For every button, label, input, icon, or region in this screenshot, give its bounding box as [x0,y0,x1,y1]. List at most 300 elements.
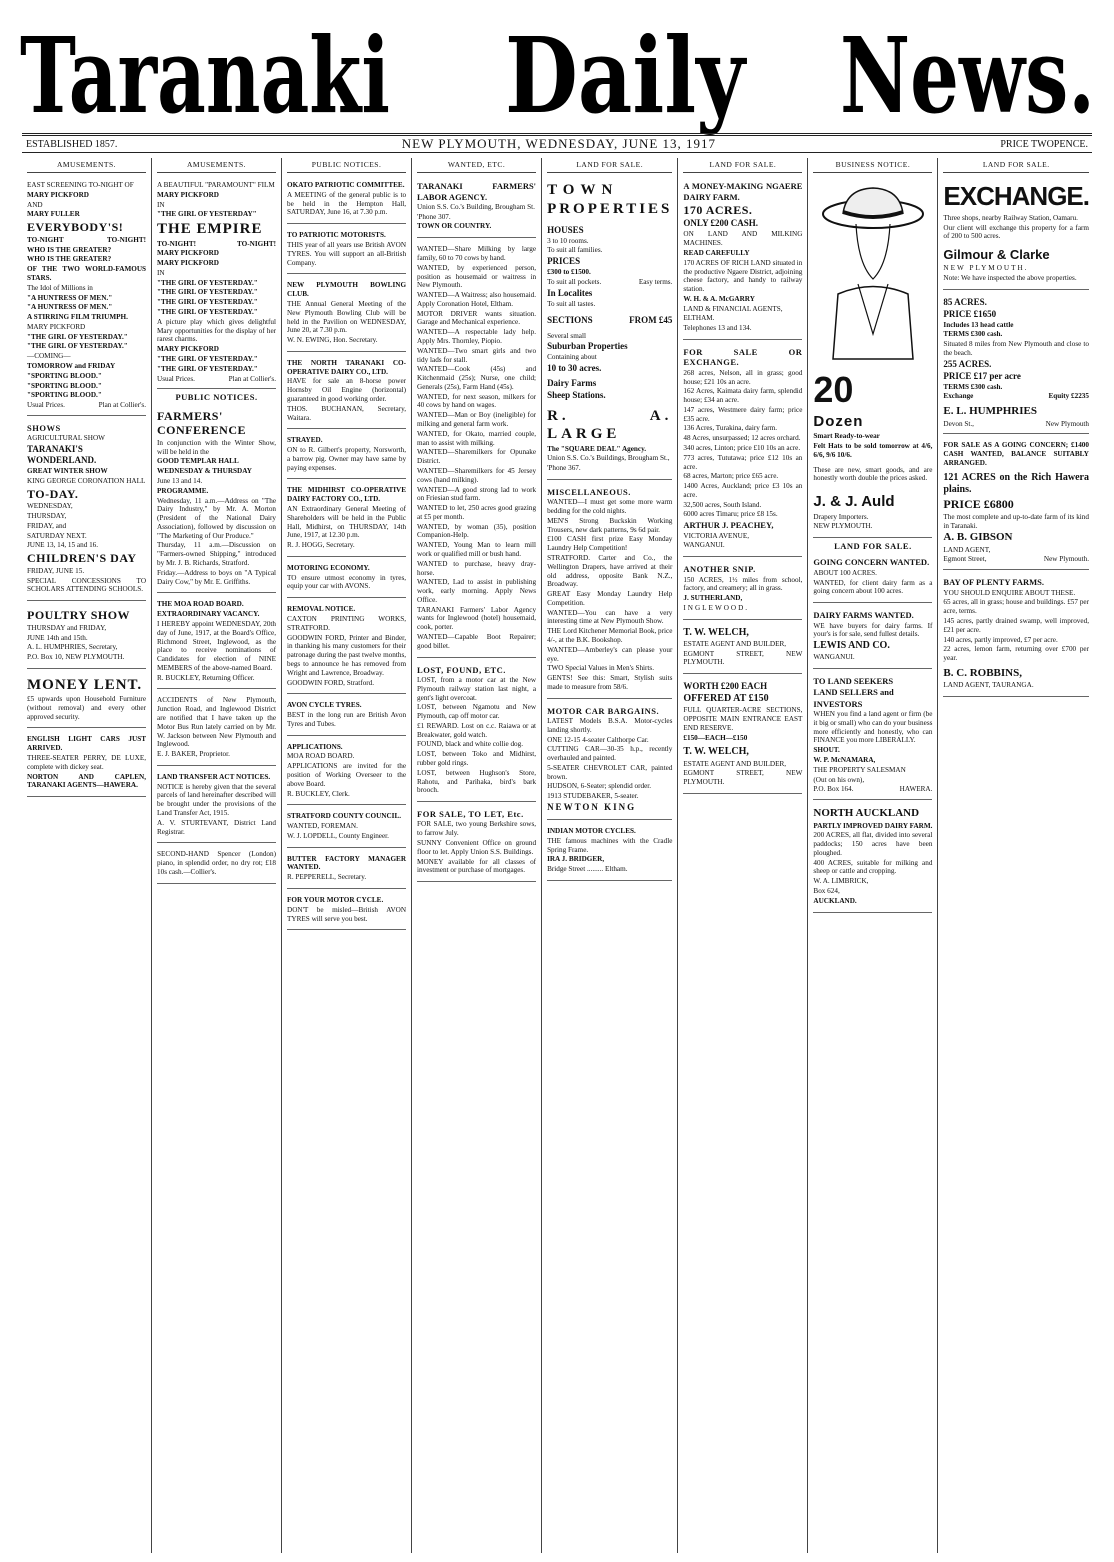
classified-item: WANTED, for Okato, married couple, man to assist with milking. [417,429,537,447]
ad-town-properties [547,177,672,480]
column-header: AMUSEMENTS. [27,158,146,173]
classified-item: WANTED—Cook (45s) and Kitchenmaid (25s); Nurse, one child; Generals (25s), Farm Hand (45s). [417,365,537,391]
ad-line: Union S.S. Co.'s Buildings, Brougham St., [547,454,670,463]
ad-line: To suit all pockets. [547,278,602,287]
ad-line: TERMS £300 cash. [943,382,1003,391]
ad-line: EGMONT STREET, NEW PLYMOUTH. [683,769,803,787]
ad-line: THURSDAY and FRIDAY, [27,623,107,632]
ad-body: ON to R. Gilbert's property, Norsworth, a barrow pig. Owner may have same by paying expenses. [287,446,407,472]
classified-item: CUTTING CAR—30-35 h.p., recently overhauled and painted. [547,745,673,763]
ad-removal-notice [287,601,406,694]
ad-body: AN Extraordinary General Meeting of Shareholders will be held in the Public Hall, Midhirst, on THURSDAY, 14th June, 1917, at 12.30 p.m. [287,505,407,540]
classified-item: WANTED, Young Man to learn mill work or qualified mill or bush hand. [417,541,537,558]
ad-line: MOTORING ECONOMY. [287,563,370,572]
newspaper-columns [22,158,1094,1553]
ad-line: JUNE 14th and 15th. [27,633,88,642]
ad-line: MOA ROAD BOARD. [287,752,355,761]
ad-row [27,401,146,410]
ad-line: OKATO PATRIOTIC COMMITTEE. [287,181,405,190]
classified-item: ONE 12-15 4-seater Calthorpe Car. [547,735,649,744]
column-8 [938,158,1094,1553]
ad-headline: PROPERTIES [547,201,673,218]
ad-line: EAST SCREENING TO-NIGHT OF [27,181,134,190]
ad-line: IRA J. BRIDGER, [547,855,605,864]
classified-item: WANTED—Amberley's can please your eye. [547,645,673,663]
ad-line: Plan at Collier's. [98,401,147,410]
ad-line: WHO IS THE GREATER? [27,245,112,254]
ad-line: AND [27,200,43,209]
ad-line: In conjunction with the Winter Show, will be held in the [157,438,277,456]
ad-line: AUCKLAND. [813,896,857,905]
ad-line: MARY PICKFORD [157,259,219,268]
ad-moa-road-board [157,596,276,689]
ad-avon-cycle-tyres [287,697,406,735]
ad-line: LAND TRANSFER ACT NOTICES. [157,772,271,781]
classified-item: 1400 Acres, Auckland; price £3 10s an acre. [683,482,803,499]
ad-body: Thursday, 11 a.m.—Discussion on "Farmers-owned Shipping," introduced by Mr. J. B. Richards, Stratford. [157,541,277,568]
ad-line: AGRICULTURAL SHOW [27,434,105,443]
classified-item: 773 acres, Tututawa; price £12 10s an acre. [683,453,803,471]
ad-line: TO-NIGHT [27,235,64,244]
ad-line: J. SUTHERLAND, [683,594,743,603]
ad-line: WORTH £200 EACH [683,681,768,692]
section-header: PUBLIC NOTICES. [175,392,258,403]
ad-line: LAND AGENT, TAURANGA. [943,681,1034,690]
ad-line: "THE GIRL OF YESTERDAY." [157,298,258,307]
column-4 [412,158,542,1553]
classified-item: 6000 acres Timaru; price £8 15s. [683,510,778,519]
ad-line: ESTATE AGENT AND BUILDER, [683,639,787,648]
ad-line: "SPORTING BLOOD." [27,381,102,390]
ad-line: WHO IS THE GREATER? [27,255,112,264]
ad-body: TO ensure utmost economy in tyres, equip your car with AVONS. [287,573,407,591]
ad-line: R. BUCKLEY, Clerk. [287,789,350,798]
ad-line: LAND AGENT, [943,545,991,554]
classified-item: LOST, from a motor car at the New Plymouth railway station last night, a gent's light overcoat. [417,675,537,702]
ad-line: W. J. LOPDELL, County Engineer. [287,831,389,840]
ad-body: Three shops, nearby Railway Station, Oamaru. [943,213,1078,222]
classified-item: WANTED—Man or Boy (ineligible) for milking and general farm work. [417,411,537,429]
ad-line: ENGLISH LIGHT CARS JUST ARRIVED. [27,735,147,753]
ad-body: THIS year of all years use British AVON TYRES. You will support an all-British Company. [287,241,407,267]
ad-motor-car-bargains [547,702,672,820]
ad-headline: 255 ACRES. [943,358,992,369]
classified-item: WANTED—A Waitress; also housemaid. Apply Coronation Hotel, Eltham. [417,291,537,308]
ad-line: Exchange [943,392,974,401]
classified-item: WANTED, by experienced person, position as housemaid or waitress in New Plymouth. [417,263,537,290]
ad-line: TOWN OR COUNTRY. [417,222,492,231]
ad-line: AVON CYCLE TYRES. [287,701,362,710]
ad-mary-pickford-fuller [27,177,146,416]
section-header: ANOTHER SNIP. [683,564,756,575]
ad-line: MARY FULLER [27,210,80,219]
ad-line: FOR SALE AS A GOING CONCERN; £1400 CASH WANTED, BALANCE SUITABLY ARRANGED. [943,441,1089,467]
ad-headline: R. A. LARGE [547,407,673,443]
classified-item: WANTED—Sharemilkers for Opunake District. [417,448,537,466]
ad-headline: E. L. HUMPHRIES [943,405,1037,418]
ad-line: SPECIAL CONCESSIONS TO SCHOLARS ATTENDING SCHOOLS. [27,576,147,594]
section-header: FOR SALE, TO LET, Etc. [417,809,524,820]
ad-line: NEW PLYMOUTH BOWLING CLUB. [287,281,407,299]
ad-line: TO PATRIOTIC MOTORISTS. [287,231,386,240]
ad-line: E. J. BAKER, Proprietor. [157,750,230,759]
ad-body: ACCIDENTS of New Plymouth, Junction Road, and Inglewood District are notified that I have taken up the Motor Bus Run lately carried on by Mr. W. Jackson between New Plymouth and Inglewood. [157,696,277,749]
ad-line: June 13 and 14. [157,477,203,486]
ad-line: ARTHUR J. PEACHEY, [683,520,774,531]
classified-item: LATEST Models B.S.A. Motor-cycles landing shortly. [547,717,673,734]
ad-line: 10 to 30 acres. [547,363,602,374]
ad-line: W. P. McNAMARA, [813,756,876,765]
ad-line: PRICES [547,256,581,267]
ad-headline: PRICE £6800 [943,497,1014,512]
ad-headline: CHILDREN'S DAY [27,551,137,566]
ad-line: "THE GIRL OF YESTERDAY." [27,332,128,341]
classified-item: LOST, between Toko and Midhirst, rubber gold rings. [417,750,537,767]
ad-line: New Plymouth. [1043,555,1089,564]
ad-line: TOMORROW and FRIDAY [27,362,116,371]
ad-body: THREE-SEATER PERRY, DE LUXE, complete with dickey seat. [27,754,147,771]
ad-line: The most complete and up-to-date farm of its kind in Taranaki. [943,512,1089,530]
ad-line: NEWTON KING [547,802,637,813]
ad-line: Plan at Collier's. [228,374,277,383]
classified-item: FOR SALE, two young Berkshire sows, to farrow July. [417,820,537,838]
ad-piano [157,846,276,883]
ad-headline: OFFERED AT £150 [683,693,769,705]
masthead-word-taranaki: Taranaki [20,14,390,137]
ad-body: 150 ACRES, 1½ miles from school, factory, and creamery; all in grass. [683,575,803,593]
classified-item: WANTED—Sharemilkers for 45 Jersey cows (hand milking). [417,466,537,484]
ad-tw-welch-1 [683,623,802,675]
ad-bay-of-plenty [943,573,1089,697]
ad-line: VICTORIA AVENUE, [683,531,750,540]
ad-headline: Dozen [813,413,864,431]
ad-headline: 121 ACRES on the Rich Hawera plains. [943,471,1089,495]
ad-line: BUTTER FACTORY MANAGER WANTED. [287,854,407,872]
ad-body: I HEREBY appoint WEDNESDAY, 20th day of June, 1917, at the Board's Office, Richmond Street, Inglewood, as the place to receive nominations of Candidates for election of NINE MEMBERS of the above-named Board. [157,619,277,672]
ad-line: New Plymouth [1045,419,1089,428]
ad-line: Sheep Stations. [547,389,606,400]
classified-item: HUDSON, 6-Seater; splendid order. [547,782,652,791]
ad-line: W. A. LIMBRICK, [813,877,869,886]
ad-line: P.O. Box 10, NEW PLYMOUTH. [27,653,125,662]
classified-item: LOST, between Hughson's Store, Rahotu, and Parihaka, bird's bark brooch. [417,768,537,795]
classified-item: WANTED, by woman (35), position Companion-Help. [417,522,537,540]
ad-line: A. V. STURTEVANT, District Land Registrar. [157,818,277,836]
ad-line: A STIRRING FILM TRIUMPH. [27,313,128,322]
ad-line: 'Phone 367. [547,464,581,473]
ad-line: THE PROPERTY SALESMAN [813,765,906,774]
classified-item: THE Lord Kitchener Memorial Book, price 4/-, at the B.K. Bookshop. [547,627,673,644]
ad-headline: TOWN [547,182,619,199]
ad-line: "THE GIRL OF YESTERDAY." [157,278,258,287]
price-label: PRICE TWOPENCE. [1000,138,1088,150]
ad-for-sale-to-let [417,805,536,882]
ad-line: GOODWIN FORD, Stratford. [287,678,375,687]
ad-motor-cycle [287,892,406,930]
ad-line: "THE GIRL OF YESTERDAY." [157,288,258,297]
ad-okato-patriotic [287,177,406,224]
ad-north-auckland [813,803,932,912]
ad-headline: MONEY LENT. [27,676,143,693]
ad-line: A BEAUTIFUL "PARAMOUNT" FILM [157,181,275,190]
ad-line: NORTON AND CAPLEN, TARANAKI AGENTS—HAWERA. [27,772,147,790]
ad-body: THE Annual General Meeting of the New Plymouth Bowling Club will be held in the Pavilion on WEDNESDAY, June 20, at 7.30 p.m. [287,299,407,335]
ad-sale-or-exchange [683,343,802,557]
ad-row [943,555,1089,564]
ad-line: "THE GIRL OF YESTERDAY." [27,342,128,351]
ad-headline: T. W. WELCH, [683,626,749,638]
ad-line: FRIDAY, and [27,521,67,530]
classified-item: WANTED—You can have a very interesting time at New Plymouth Show. [547,608,673,626]
classified-item: 22 acres, lemon farm, returning over £700 per year. [943,645,1089,663]
ad-line: GREAT WINTER SHOW [27,467,108,476]
ad-wanted-list [417,241,536,657]
ad-line: Usual Prices. [157,374,195,383]
classified-item: MOTOR DRIVER wants situation. Garage and Mechanical experience. [417,309,537,327]
ad-line: THOS. BUCHANAN, Secretary, Waitara. [287,404,407,422]
ad-headline: TARANAKI FARMERS' LABOR AGENCY. [417,181,537,202]
ad-line: W. H. & A. McGARRY [683,294,755,303]
ad-line: R. PEPPERELL, Secretary. [287,873,367,882]
classified-item: WANTED—Capable Boot Repairer; good billet. [417,633,537,650]
ad-line: TO-NIGHT! [157,239,197,248]
ad-line: Equity £2235 [1048,392,1089,401]
ad-line: EXTRAORDINARY VACANCY. [157,610,260,619]
ad-85-acres [943,293,1089,435]
ad-empire-theatre [157,177,276,389]
ad-line: PRICE £17 per acre [943,370,1021,381]
ad-line: SATURDAY NEXT. [27,531,87,540]
section-header: LOST, FOUND, ETC. [417,664,506,675]
ad-line: MARY PICKFORD [157,249,219,258]
ad-line: LAND & FINANCIAL AGENTS, [683,304,783,313]
ad-headline: TO-DAY. [27,486,79,501]
ad-line: P.O. Box 164. [813,785,854,794]
established-label: ESTABLISHED 1857. [26,138,118,150]
classified-item: TWO Special Values in Men's Shirts. [547,664,655,673]
ad-exchange [943,177,1089,289]
classified-item: WANTED to let, 250 acres good grazing at £5 per month. [417,504,537,521]
ad-row [943,420,1089,429]
ad-line: Suburban Properties [547,341,628,352]
classified-item: 147 acres, Westmere dairy farm; price £35 acre. [683,405,803,423]
ad-line: Containing about [547,353,597,362]
classified-item: WANTED to purchase, heavy dray-horse. [417,559,537,577]
ad-line: FOR YOUR MOTOR CYCLE. [287,896,384,905]
classified-item: GREAT Easy Monday Laundry Help Competition. [547,590,673,607]
ad-body: Our client will exchange this property for a farm of 200 to 500 acres. [943,223,1089,241]
ad-line: SHOUT. [813,746,840,755]
section-header: LAND FOR SALE. [834,541,912,552]
ad-body: APPLICATIONS are invited for the position of Working Overseer to the above Board. [287,762,407,788]
ad-headline: A MONEY-MAKING NGAERE DAIRY FARM. [683,181,803,202]
classified-item: 65 acres, all in grass; house and buildings. £57 per acre, terms. [943,598,1089,616]
ad-body: 200 ACRES, all flat, divided into several paddocks; 150 acres have been ploughed. [813,831,933,857]
ad-line: THURSDAY, [27,512,67,520]
ad-line: "THE GIRL OF YESTERDAY." [157,308,258,317]
ad-headline: GOING CONCERN WANTED. [813,557,930,568]
ad-headline: LEWIS AND CO. [813,640,890,652]
section-header: FOR SALE OR EXCHANGE. [683,347,803,368]
ad-line: "SPORTING BLOOD." [27,391,102,400]
column-7 [808,158,938,1553]
ad-body: A picture play which gives delightful Mary opportunities for the display of her rarest charms. [157,317,277,344]
classified-item: WANTED, Lad to assist in publishing work, early morning. Apply News Office. [417,578,537,604]
ad-body: These are new, smart goods, and are honestly worth double the prices asked. [813,465,933,483]
ad-another-snip [683,560,802,619]
ad-worth-200 [683,677,802,794]
date-place-label: NEW PLYMOUTH, WEDNESDAY, JUNE 13, 1917 [401,136,717,151]
ad-line: FRIDAY, JUNE 15. [27,566,85,575]
ad-patriotic-motorists [287,227,406,274]
ad-body: 400 ACRES, suitable for milking and sheep or cattle and cropping. [813,858,933,876]
column-header: AMUSEMENTS. [157,158,276,173]
classified-item: 48 Acres, unsurpassed; 12 acres orchard. [683,434,801,443]
classified-item: £100 CASH first prize Easy Monday Laundry Help Competition! [547,535,673,553]
ad-butter-factory [287,851,406,889]
classified-item: WANTED—I must get some more warm bedding for the cold nights. [547,498,673,516]
ad-shows [27,419,146,601]
ad-line: OF THE TWO WORLD-FAMOUS STARS. [27,265,147,283]
ad-line: Telephones 13 and 134. [683,324,752,333]
ad-line: To suit all tastes. [547,299,596,308]
ad-line: 'Phone 307. [417,212,451,221]
section-header: MISCELLANEOUS. [547,486,631,497]
classified-item: 68 acres, Marton; price £65 acre. [683,472,779,481]
ad-body: Wednesday, 11 a.m.—Address on "The Dairy Industry," by Mr. A. Morton (President of the National Dairy Association), followed by discussion on "The Marketing of Our Produce." [157,496,277,540]
ad-headline: 170 ACRES. [683,202,753,217]
ad-going-concern [813,553,932,603]
ad-body: 170 ACRES OF RICH LAND situated in the productive Ngaere District, adjoining cheese factory, and handy to railway station. [683,258,803,294]
ad-body: Note: We have inspected the above properties. [943,273,1077,282]
ad-line: "A HUNTRESS OF MEN." [27,303,113,312]
hat-illustration-icon [818,184,928,364]
ad-line: TO-NIGHT! [107,235,147,244]
ad-dairy-farms-wanted [813,606,932,669]
classified-item: 136 Acres, Turakina, dairy farm. [683,424,778,433]
ad-body: SECOND-HAND Spencer (London) piano, in splendid order, no dry rot; £18 10s cash.—Collier's. [157,850,277,876]
ad-bowling-club [287,277,406,351]
ad-line: KING GEORGE CORONATION HALL [27,476,146,485]
ad-line: THE MOA ROAD BOARD. [157,600,244,609]
ad-headline: EVERYBODY'S! [27,220,124,235]
ad-line: WEDNESDAY, [27,502,73,511]
ad-line: Dairy Farms [547,378,597,389]
classified-item: WANTED—Two smart girls and two tidy lads for stall. [417,346,537,364]
classified-item: 140 acres, partly improved, £7 per acre. [943,635,1058,644]
ad-line: Union S.S. Co.'s Building, Brougham St. [417,202,535,211]
column-header: BUSINESS NOTICE. [813,158,932,173]
ad-labor-agency [417,177,536,238]
ad-line: REMOVAL NOTICE. [287,605,356,614]
ad-line: THE MIDHIRST CO-OPERATIVE DAIRY FACTORY CO., LTD. [287,486,407,504]
ad-line: ESTATE AGENT AND BUILDER, [683,759,787,768]
ad-motoring-economy [287,560,406,598]
column-header: WANTED, ETC. [417,158,536,173]
ad-line: MARY PICKFORD [27,190,89,199]
ad-line: Felt Hats to be sold tomorrow at 4/6, 6/6, 9/6 10/6. [813,442,933,459]
ad-line: 3 to 10 rooms. [547,236,589,245]
ad-felt-hats [813,177,932,538]
classified-item: 145 acres, partly drained swamp, well improved, £21 per acre. [943,616,1089,634]
ad-line: READ CAREFULLY [683,249,750,258]
ad-line: TO-NIGHT! [237,239,277,248]
ad-farmers-conference [157,405,276,594]
ad-line: INDIAN MOTOR CYCLES. [547,827,636,836]
ad-line: MARY PICKFORD [27,322,86,331]
section-header: SHOWS [27,422,61,433]
ad-line: ELTHAM. [683,314,715,323]
classified-item: GENTS! See this: Smart, Stylish suits made to measure from 58/6. [547,674,673,691]
masthead-word-daily: Daily [505,14,748,137]
ad-strayed [287,432,406,479]
masthead-title [0,0,1114,137]
ad-line: "A HUNTRESS OF MEN." [27,293,113,302]
ad-body: WANTED, for client dairy farm as a going concern about 100 acres. [813,578,933,596]
ad-line: ABOUT 100 ACRES. [813,568,877,577]
ad-line: "THE GIRL OF YESTERDAY" [157,210,257,219]
ad-row [547,278,672,287]
ad-headline: FARMERS' CONFERENCE [157,408,247,438]
ad-headline: DAIRY FARMS WANTED. [813,610,914,621]
classified-item: WANTED—Share Milking by large family, 60 to 70 cows by hand. [417,245,537,262]
ad-line: GOOD TEMPLAR HALL [157,457,239,466]
ad-headline: A. B. GIBSON [943,531,1013,544]
ad-line: IN [157,268,165,277]
column-header: LAND FOR SALE. [683,158,802,173]
ad-line: Egmont Street, [943,555,987,564]
ad-body: WE have buyers for dairy farms. If your's is for sale, send fullest details. [813,621,933,639]
ad-line: STRATFORD COUNTY COUNCIL. [287,812,402,821]
ad-row [813,785,932,794]
ad-line: The Idol of Millions in [27,283,93,292]
ad-line: JUNE 13, 14, 15 and 16. [27,541,99,550]
ad-line: MARY PICKFORD [157,190,219,199]
classified-item: FOUND, black and white collie dog. [417,740,524,749]
column-5 [542,158,678,1553]
ad-body: Situated 8 miles from New Plymouth and close to the beach. [943,340,1089,357]
classified-item: 162 Acres, Kaimata dairy farm, splendid house; £34 an acre. [683,387,803,405]
ad-line: NEW PLYMOUTH. [813,522,873,531]
ad-headline: J. & J. Auld [813,493,895,511]
section-header: MOTOR CAR BARGAINS. [547,705,660,716]
classified-item: 1913 STUDEBAKER, 5-seater. [547,792,639,801]
ad-headline: THE EMPIRE [157,221,263,238]
ad-headline: BAY OF PLENTY FARMS. [943,577,1045,588]
ad-line: STRAYED. [287,436,323,445]
ad-line: FULL QUARTER-ACRE SECTIONS, OPPOSITE MAIN ENTRANCE EAST END RESERVE. [683,706,803,732]
ad-headline: 20 [813,369,854,411]
classified-item: MEN'S Strong Buckskin Working Trousers, new dark patterns, 9s 6d pair. [547,516,673,534]
ad-line: THE NORTH TARANAKI CO-OPERATIVE DAIRY CO., LTD. [287,358,407,376]
ad-body: £5 upwards upon Household Furniture (without removal) and every other approved security. [27,695,147,721]
ad-headline: Gilmour & Clarke [943,247,1050,263]
ad-applications [287,739,406,806]
ad-body: NOTICE is hereby given that the several parcels of land hereinafter described will be brought under the provisions of the Land Transfer Act, 1915. [157,782,277,818]
ad-line: In Localites [547,287,593,298]
classified-item: TARANAKI Farmers' Labor Agency wants for Inglewood (hotel) housemaid, cook, porter. [417,605,537,632]
ad-body: HAVE for sale an 8-horse power Hornsby Oil Engine (horizontal) guaranteed in good working order. [287,377,407,403]
ad-light-cars [27,731,146,797]
ad-line: ON LAND AND MILKING MACHINES. [683,230,803,248]
ad-line: Drapery Importers. [813,512,869,521]
column-header: LAND FOR SALE. [943,158,1089,173]
ad-line: WANGANUI. [813,653,855,662]
classified-item: LOST, between Ngamotu and New Plymouth, cap off motor car. [417,703,537,721]
ad-headline: T. W. WELCH, [683,746,749,758]
ad-body: A MEETING of the general public is to be held in the Hempton Hall, SATURDAY, June 16, at 7.30 p.m. [287,190,407,217]
ad-line: WANGANUI. [683,541,725,550]
